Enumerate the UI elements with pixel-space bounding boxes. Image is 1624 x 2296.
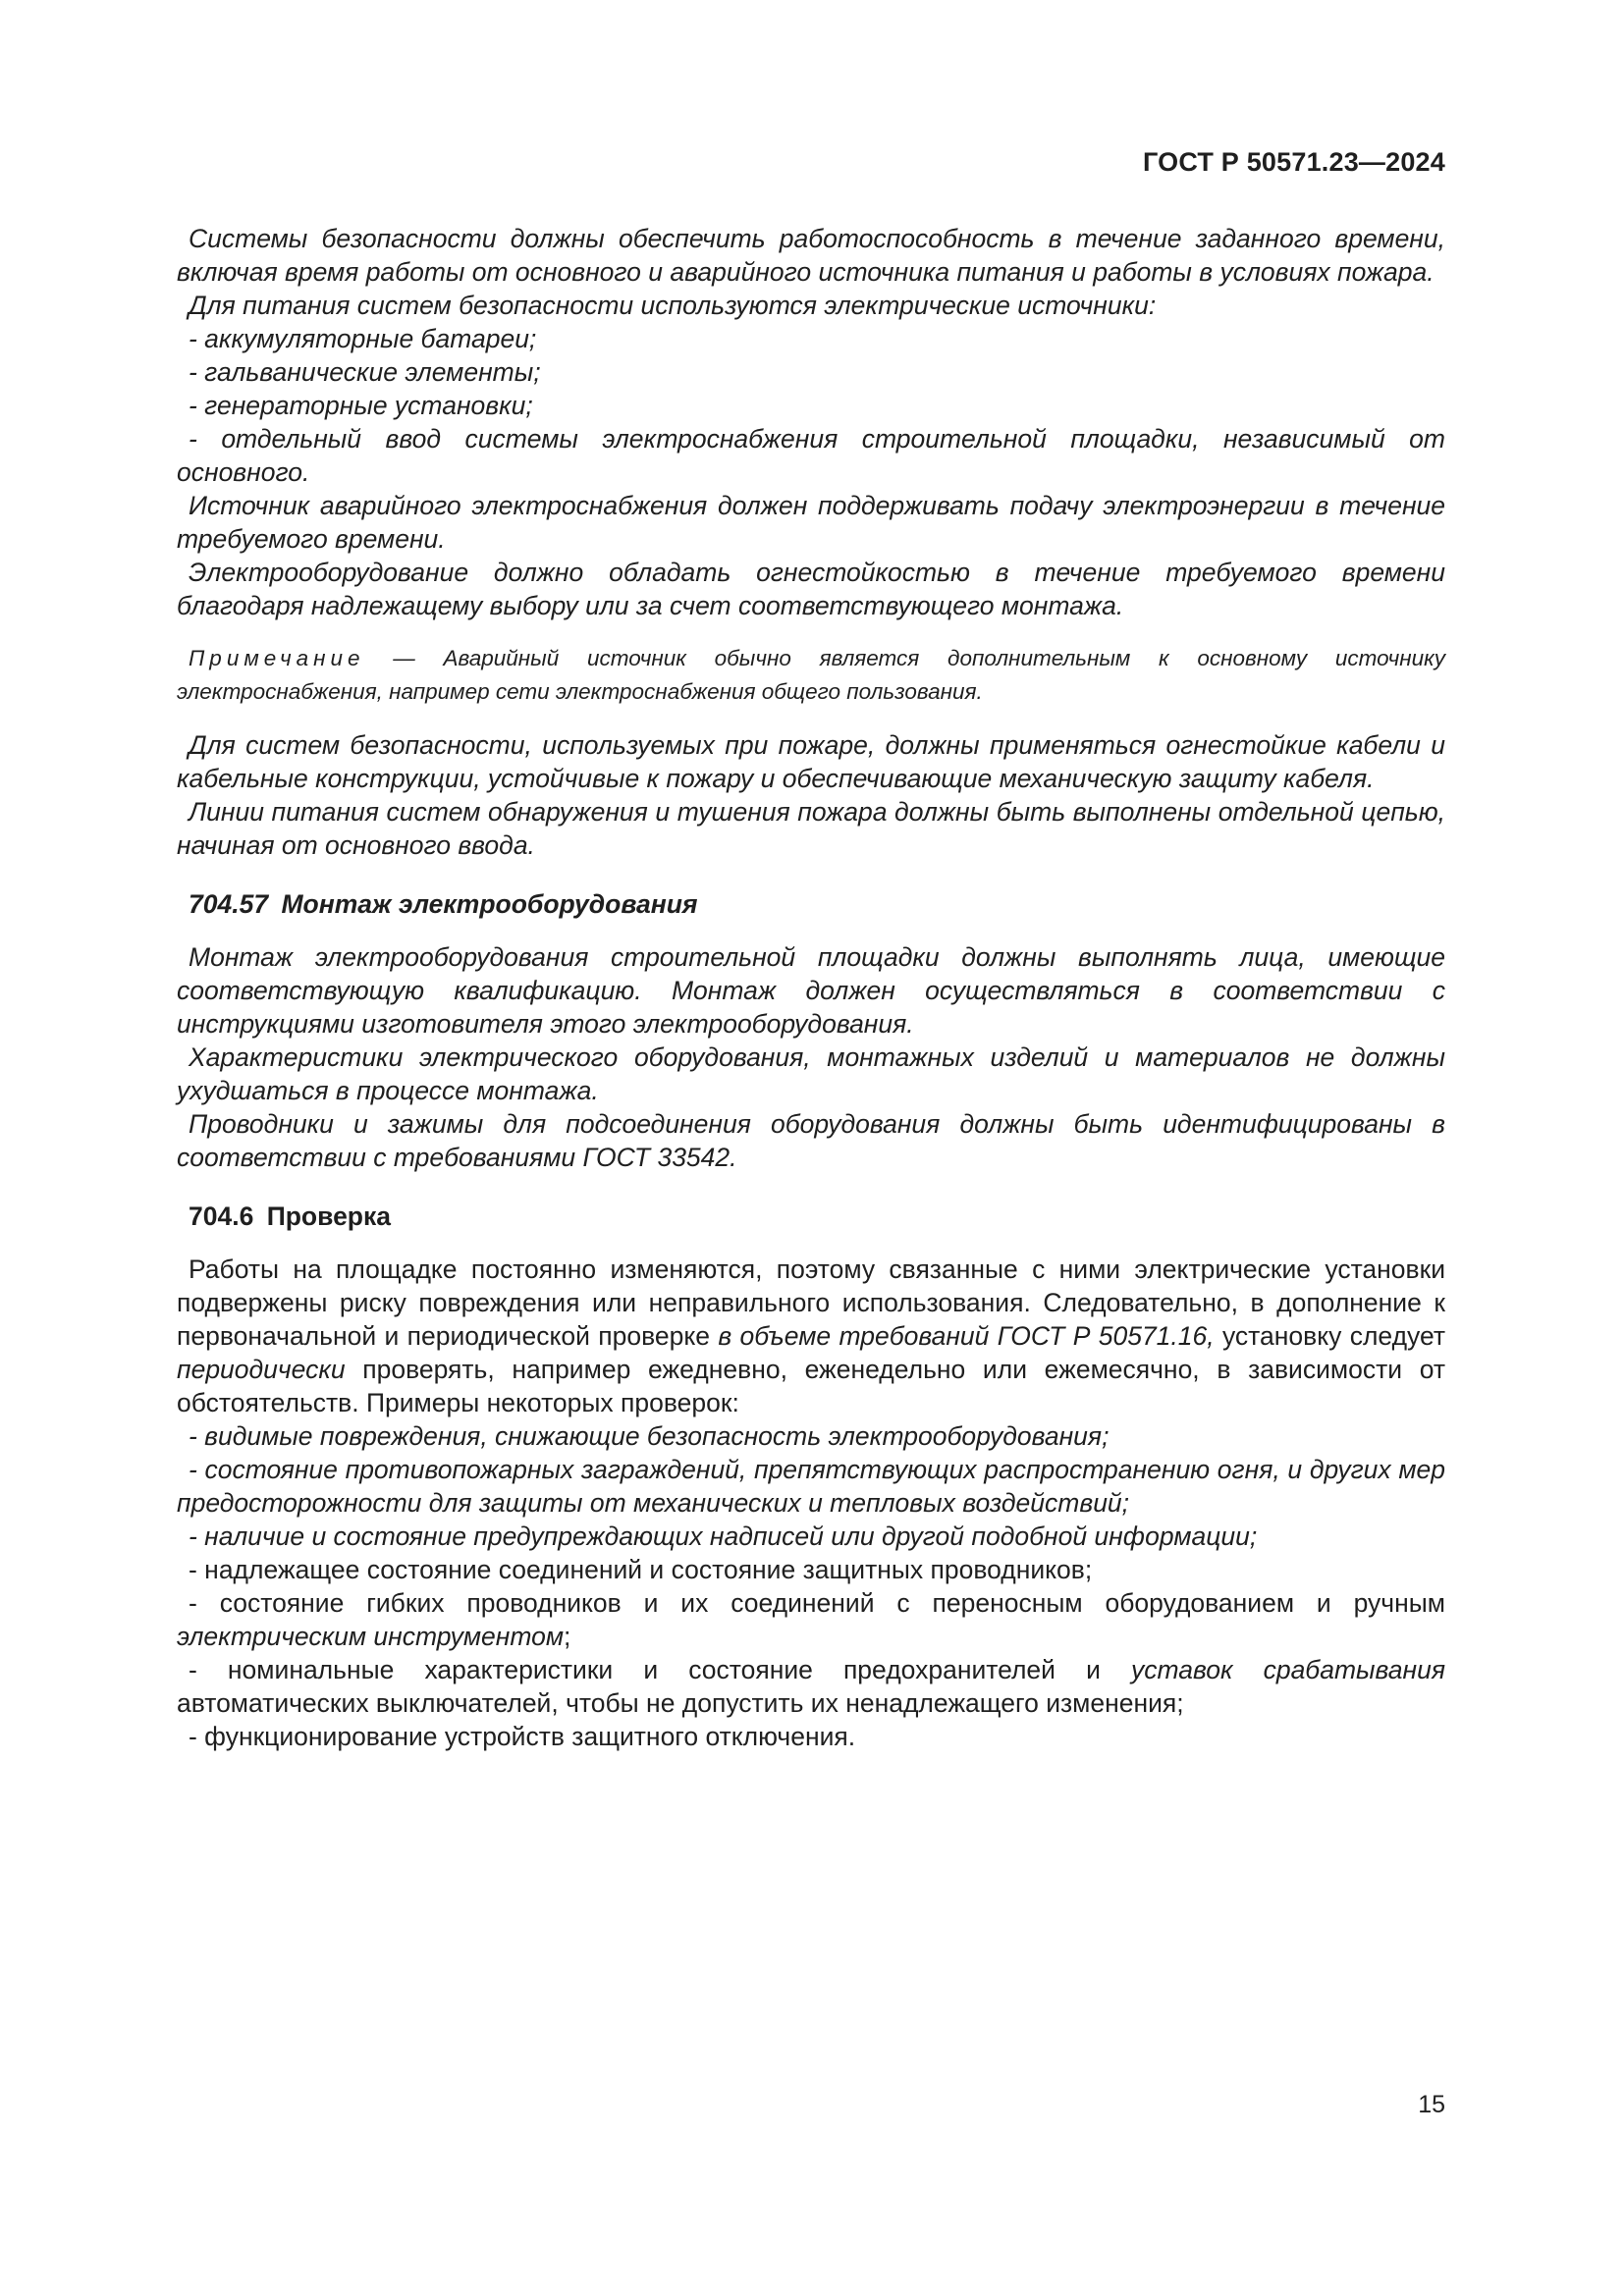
- list-item: - генераторные установки;: [189, 391, 533, 420]
- text-run: автоматических выключателей, чтобы не допустить их ненадлежащего изменения;: [177, 1688, 1184, 1718]
- paragraph: Источник аварийного электроснабжения должен поддерживать подачу электроэнергии в течение требуемого времени.: [177, 491, 1445, 554]
- list-item: - наличие и состояние предупреждающих надписей или другой подобной информации;: [189, 1522, 1258, 1551]
- list-item: - состояние противопожарных заграждений, препятствующих распространению огня, и других мер предосторожности для защиты от механических и тепловых воздействий;: [177, 1455, 1445, 1518]
- paragraph: Электрооборудование должно обладать огнестойкостью в течение требуемого времени благодаря надлежащему выбору или за счет соответствующего монтажа.: [177, 558, 1445, 620]
- note-text: — Аварийный источник обычно является дополнительным к основному источнику электроснабжения, например сети электроснабжения общего пользования.: [177, 646, 1445, 704]
- text-run: ;: [564, 1622, 571, 1651]
- text-run: проверять, например ежедневно, еженедельно или ежемесячно, в зависимости от обстоятельств. Примеры некоторых проверок:: [177, 1355, 1445, 1417]
- list-item: [177, 1586, 1445, 1653]
- list-item: - видимые повреждения, снижающие безопасность электрооборудования;: [189, 1421, 1110, 1451]
- text-run-italic: периодически: [177, 1355, 346, 1384]
- text-run-italic: в объеме требований ГОСТ Р 50571.16,: [718, 1321, 1215, 1351]
- list-item: - функционирование устройств защитного отключения.: [189, 1722, 856, 1751]
- paragraph: Для систем безопасности, используемых при пожаре, должны применяться огнестойкие кабели и кабельные конструкции, устойчивые к пожару и обеспечивающие механическую защиту кабеля.: [177, 730, 1445, 793]
- text-run: Работы на площадке постоянно изменяются, поэтому связанные с ними электрические установки подвержены риску повреждения или неправильного использования. Следовательно, в дополнение к первоначальной и периодической проверке: [177, 1255, 1445, 1351]
- text-run: - номинальные характеристики и состояние предохранителей и: [189, 1655, 1131, 1684]
- section-heading-704-6: [189, 1200, 1445, 1233]
- paragraph: Характеристики электрического оборудования, монтажных изделий и материалов не должны ухудшаться в процессе монтажа.: [177, 1042, 1445, 1105]
- page-content: [177, 222, 1445, 1753]
- page-number: 15: [1418, 2091, 1445, 2118]
- list-item: - отдельный ввод системы электроснабжения строительной площадки, независимый от основного.: [177, 424, 1445, 487]
- section-title: Монтаж электрооборудования: [281, 889, 698, 919]
- text-run-italic: электрическим инструментом: [177, 1622, 565, 1651]
- document-code-header: ГОСТ Р 50571.23—2024: [1143, 147, 1445, 177]
- list-item: [177, 1653, 1445, 1720]
- section-number: 704.57: [189, 889, 269, 919]
- text-run: - состояние гибких проводников и их соединений с переносным оборудованием и ручным: [189, 1588, 1445, 1618]
- section-number: 704.6: [189, 1201, 254, 1231]
- list-item: - аккумуляторные батареи;: [189, 324, 537, 353]
- list-item: - гальванические элементы;: [189, 357, 541, 387]
- paragraph: Проводники и зажимы для подсоединения оборудования должны быть идентифицированы в соответствии с требованиями ГОСТ 33542.: [177, 1109, 1445, 1172]
- paragraph: Линии питания систем обнаружения и тушения пожара должны быть выполнены отдельной цепью, начиная от основного ввода.: [177, 797, 1445, 860]
- section-title: Проверка: [266, 1201, 391, 1231]
- note: [177, 642, 1445, 709]
- note-label: Примечание: [189, 646, 365, 670]
- text-run: установку следует: [1214, 1321, 1445, 1351]
- text-run-italic: уставок срабатывания: [1130, 1655, 1445, 1684]
- paragraph: Для питания систем безопасности используются электрические источники:: [189, 291, 1157, 320]
- section-heading-704-57: [189, 887, 1445, 921]
- paragraph: Монтаж электрооборудования строительной площадки должны выполнять лица, имеющие соответствующую квалификацию. Монтаж должен осуществляться в соответствии с инструкциями изготовителя этого электрооборудования.: [177, 942, 1445, 1039]
- paragraph: Системы безопасности должны обеспечить работоспособность в течение заданного времени, включая время работы от основного и аварийного источника питания и работы в условиях пожара.: [177, 224, 1445, 287]
- list-item: - надлежащее состояние соединений и состояние защитных проводников;: [189, 1555, 1093, 1584]
- paragraph: [177, 1253, 1445, 1419]
